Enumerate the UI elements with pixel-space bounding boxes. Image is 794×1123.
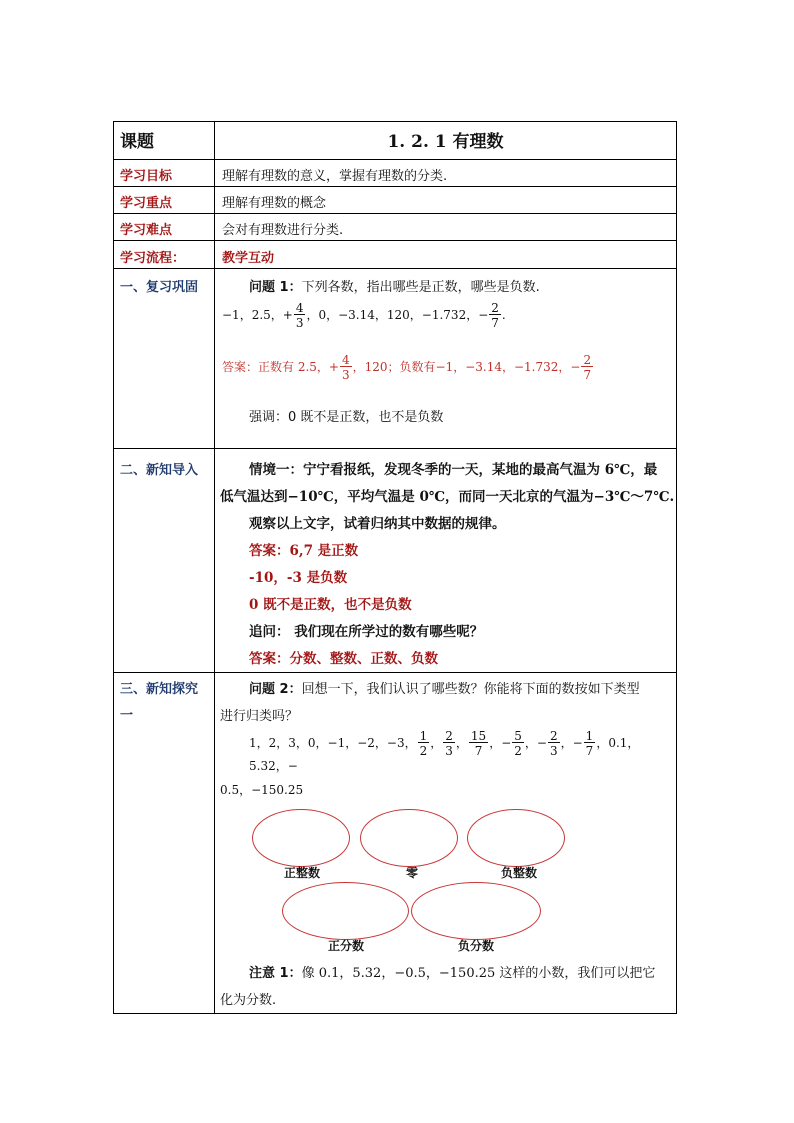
section1-question — [249, 276, 699, 295]
answer-negative: -10，-3 是负数 — [249, 570, 348, 586]
frac-num: 2 — [445, 729, 453, 743]
question2-line1 — [249, 678, 699, 697]
separator: ， — [430, 736, 443, 750]
section1-emphasis: 强调：0 既不是正数，也不是负数 — [249, 410, 444, 425]
separator: ， — [455, 736, 468, 750]
separator: ，− — [524, 736, 547, 750]
numbers-part: 1，2，3，0，−1，−2，−3， — [249, 736, 417, 750]
row-divider — [114, 213, 676, 214]
frac-num: 2 — [491, 301, 499, 315]
frac-den: 2 — [419, 744, 428, 758]
category-label-positive-fraction: 正分数 — [327, 939, 364, 953]
flow-label: 学习流程： — [120, 251, 186, 266]
frac-den: 3 — [549, 744, 558, 758]
frac-num: 4 — [341, 353, 350, 367]
fraction — [489, 302, 501, 329]
numbers-part: ，0，−3.14，120，−1.732，− — [306, 308, 489, 322]
row-divider — [114, 448, 676, 449]
lesson-table — [113, 121, 677, 1014]
frac-num: 15 — [470, 729, 487, 743]
section3-label — [120, 678, 212, 723]
fraction — [584, 730, 596, 757]
numbers-part: ，0.1，5.32，− — [249, 736, 640, 773]
numbers-part: . — [501, 308, 506, 322]
frac-num: 2 — [583, 353, 592, 367]
section3-label-line2: 一 — [120, 708, 134, 723]
frac-num: 1 — [419, 729, 428, 743]
question1-label: 问题 1： — [249, 280, 302, 295]
category-oval-positive-fraction — [282, 882, 409, 940]
question2-numbers-line2: 0.5，−150.25 — [220, 783, 304, 797]
column-divider — [214, 122, 215, 1013]
question2-text: 回想一下，我们认识了哪些数？你能将下面的数按如下类型 — [301, 682, 640, 697]
fraction — [418, 730, 430, 757]
frac-num: 2 — [549, 729, 558, 743]
separator: ，− — [560, 736, 583, 750]
frac-num: 5 — [514, 729, 522, 743]
fraction — [548, 730, 560, 757]
page-title: 1. 2. 1 有理数 — [387, 132, 504, 152]
scenario-line3: 观察以上文字，试着归纳其中数据的规律。 — [249, 516, 506, 532]
fraction — [469, 730, 488, 757]
category-label-positive-integer: 正整数 — [283, 866, 320, 880]
follow-answer: 答案：分数、整数、正数、负数 — [249, 651, 438, 667]
numbers-part: −1，2.5，+ — [222, 308, 293, 322]
category-label-negative-fraction: 负分数 — [457, 939, 494, 953]
category-oval-zero — [360, 809, 458, 867]
difficulty-label: 学习难点 — [120, 223, 173, 238]
scenario-line2: 低气温达到−10℃，平均气温是 0℃，而同一天北京的气温为−3℃～7℃. — [220, 489, 675, 505]
row-divider — [114, 186, 676, 187]
answer-part: ，120；负数有−1，−3.14，−1.732，− — [352, 360, 581, 374]
frac-den: 3 — [295, 316, 304, 330]
flow-text: 教学互动 — [222, 251, 275, 266]
follow-question: 追问： 我们现在所学过的数有哪些呢？ — [249, 624, 484, 640]
frac-den: 7 — [491, 316, 499, 330]
frac-den: 3 — [445, 744, 453, 758]
frac-den: 2 — [514, 744, 522, 758]
scenario-line1: 情境一：宁宁看报纸，发现冬季的一天，某地的最高气温为 6℃，最 — [249, 462, 658, 478]
frac-num: 1 — [585, 729, 594, 743]
answer-positive: 答案：6,7 是正数 — [249, 543, 359, 559]
category-oval-negative-integer — [467, 809, 565, 867]
key-text: 理解有理数的概念 — [222, 196, 327, 211]
question2-line2: 进行归类吗？ — [220, 709, 299, 724]
section1-answer — [222, 354, 674, 381]
goal-label: 学习目标 — [120, 169, 173, 184]
note1-line1 — [249, 962, 674, 981]
question2-numbers — [249, 730, 676, 774]
row-divider — [114, 159, 676, 160]
category-label-zero: 零 — [405, 866, 418, 880]
note1-line2: 化为分数. — [220, 993, 277, 1008]
header-label: 课题 — [120, 132, 154, 152]
frac-den: 7 — [585, 744, 594, 758]
fraction — [512, 730, 524, 757]
separator: ，− — [489, 736, 512, 750]
frac-num: 4 — [295, 301, 304, 315]
note1-label: 注意 1： — [249, 966, 302, 981]
frac-den: 7 — [469, 742, 488, 757]
frac-den: 7 — [583, 368, 592, 382]
question2-label: 问题 2： — [249, 682, 302, 697]
note1-text: 像 0.1，5.32，−0.5，−150.25 这样的小数，我们可以把它 — [301, 966, 656, 981]
question1-text: 下列各数，指出哪些是正数，哪些是负数. — [301, 280, 540, 295]
fraction — [581, 354, 593, 381]
fraction — [340, 354, 352, 381]
section3-label-line1: 三、新知探究 — [120, 682, 199, 697]
answer-part: 答案：正数有 2.5，+ — [222, 360, 339, 374]
key-label: 学习重点 — [120, 196, 173, 211]
fraction — [443, 730, 455, 757]
difficulty-text: 会对有理数进行分类. — [222, 223, 344, 238]
goal-text: 理解有理数的意义，掌握有理数的分类. — [222, 169, 448, 184]
section1-numbers — [222, 302, 672, 329]
frac-den: 3 — [341, 368, 350, 382]
answer-zero: 0 既不是正数，也不是负数 — [249, 597, 412, 613]
row-divider — [114, 268, 676, 269]
fraction — [294, 302, 306, 329]
category-oval-positive-integer — [252, 809, 350, 867]
section1-label: 一、复习巩固 — [120, 280, 199, 295]
section2-label: 二、新知导入 — [120, 463, 199, 478]
category-label-negative-integer: 负整数 — [500, 866, 537, 880]
row-divider — [114, 672, 676, 673]
row-divider — [114, 240, 676, 241]
category-oval-negative-fraction — [411, 882, 541, 940]
